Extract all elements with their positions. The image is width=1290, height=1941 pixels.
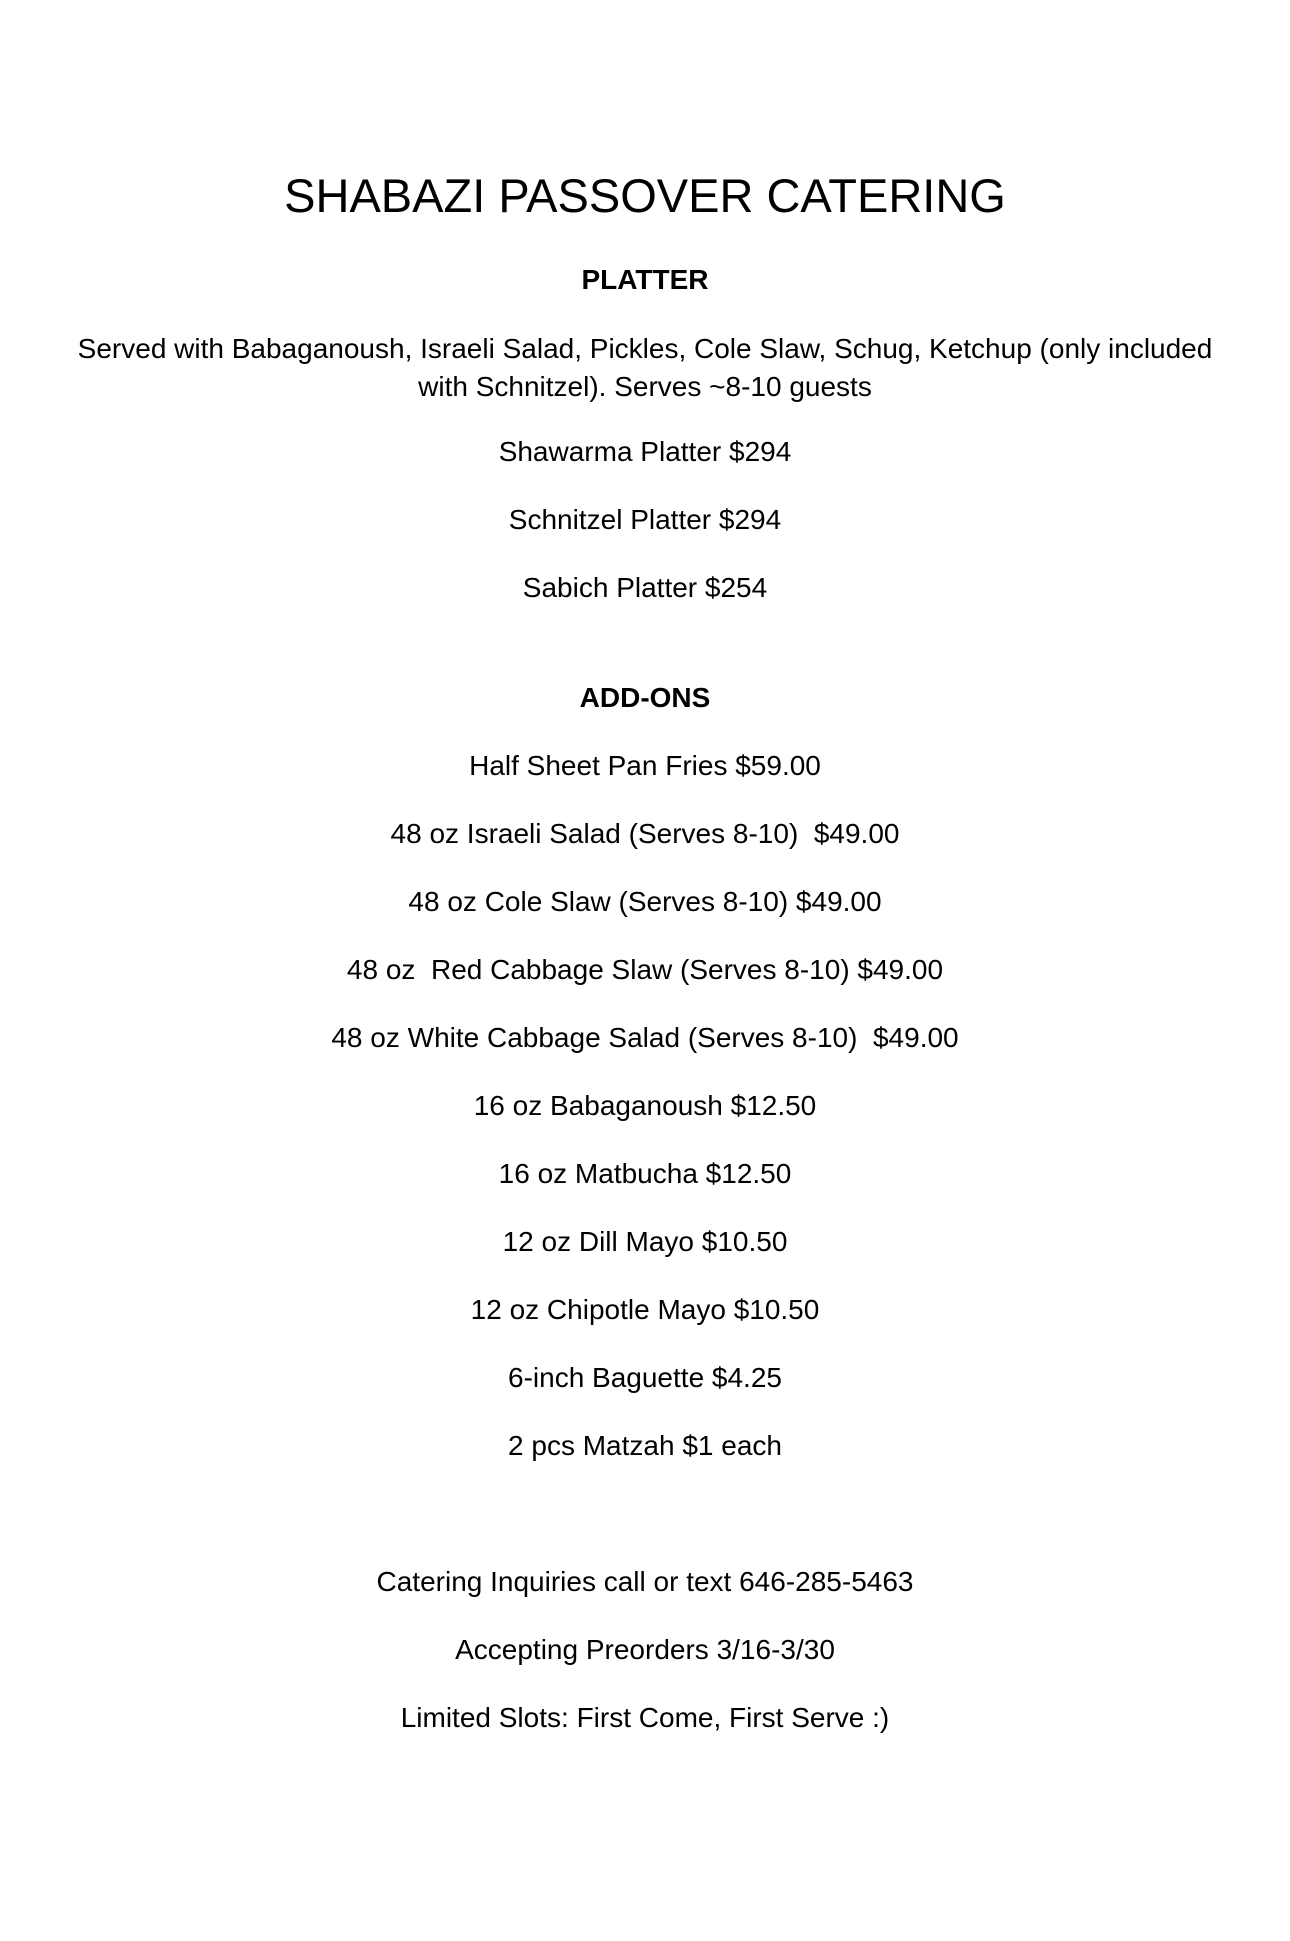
- addon-item: 48 oz Red Cabbage Slaw (Serves 8-10) $49.00: [346, 954, 944, 985]
- addon-item: 48 oz Cole Slaw (Serves 8-10) $49.00: [408, 886, 882, 917]
- platter-item-shawarma: Shawarma Platter $294: [498, 436, 792, 467]
- addon-item: 6-inch Baguette $4.25: [508, 1362, 782, 1393]
- platter-item-schnitzel: Schnitzel Platter $294: [508, 504, 782, 535]
- addon-item: 48 oz White Cabbage Salad (Serves 8-10) $49.00: [331, 1022, 959, 1053]
- limited-slots-note: Limited Slots: First Come, First Serve :): [400, 1702, 890, 1733]
- platter-description: Served with Babaganoush, Israeli Salad, Pickles, Cole Slaw, Schug, Ketchup (only included with Schnitzel). Serves ~8-10 guests: [77, 333, 1213, 402]
- addon-item: 16 oz Babaganoush $12.50: [473, 1090, 817, 1121]
- addon-item: 12 oz Dill Mayo $10.50: [502, 1226, 788, 1257]
- addon-item: Half Sheet Pan Fries $59.00: [469, 750, 821, 781]
- catering-inquiries: Catering Inquiries call or text 646-285-5463: [376, 1566, 914, 1597]
- addon-item: 48 oz Israeli Salad (Serves 8-10) $49.00: [390, 818, 900, 849]
- addon-item: 12 oz Chipotle Mayo $10.50: [470, 1294, 820, 1325]
- addon-item: 2 pcs Matzah $1 each: [508, 1430, 782, 1461]
- platter-item-sabich: Sabich Platter $254: [522, 572, 768, 603]
- addon-item: 16 oz Matbucha $12.50: [498, 1158, 792, 1189]
- platter-heading: PLATTER: [581, 264, 709, 295]
- addons-heading: ADD-ONS: [579, 682, 711, 713]
- page-title: SHABAZI PASSOVER CATERING: [284, 169, 1006, 222]
- preorder-dates: Accepting Preorders 3/16-3/30: [455, 1634, 835, 1665]
